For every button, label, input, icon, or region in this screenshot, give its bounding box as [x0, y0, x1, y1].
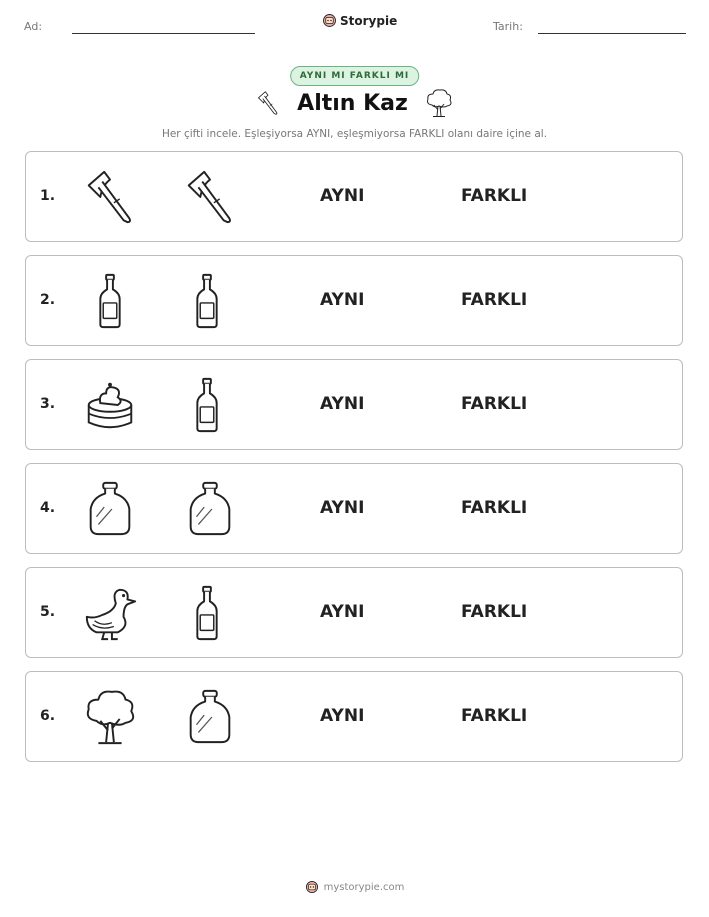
pair-row [25, 255, 683, 346]
same-option[interactable]: AYNI [320, 186, 365, 206]
same-option[interactable]: AYNI [320, 706, 365, 726]
pair-row [25, 359, 683, 450]
row-number: 4. [40, 500, 56, 516]
goose-icon [81, 584, 139, 642]
bottle-icon [81, 272, 139, 330]
bottle-icon [178, 584, 236, 642]
cake-icon [81, 376, 139, 434]
axe-icon [255, 90, 281, 116]
mascot-icon [305, 880, 319, 894]
pair-row [25, 463, 683, 554]
name-label: Ad: [24, 20, 43, 33]
different-option[interactable]: FARKLI [461, 602, 528, 622]
same-option[interactable]: AYNI [320, 602, 365, 622]
same-option[interactable]: AYNI [320, 498, 365, 518]
flask-icon [181, 480, 239, 538]
bottle-icon [178, 272, 236, 330]
row-number: 2. [40, 292, 56, 308]
different-option[interactable]: FARKLI [461, 498, 528, 518]
bottle-icon [178, 376, 236, 434]
page-title: Altın Kaz [297, 90, 408, 116]
different-option[interactable]: FARKLI [461, 706, 528, 726]
same-option[interactable]: AYNI [320, 394, 365, 414]
axe-icon [181, 168, 239, 226]
pair-row [25, 671, 683, 762]
flask-icon [81, 480, 139, 538]
date-line[interactable] [538, 33, 686, 34]
row-number: 5. [40, 604, 56, 620]
tree-icon [424, 88, 454, 118]
row-number: 6. [40, 708, 56, 724]
title-row [0, 88, 709, 118]
mascot-icon [322, 13, 337, 28]
row-number: 3. [40, 396, 56, 412]
footer-url[interactable]: mystorypie.com [323, 881, 405, 893]
pair-row [25, 151, 683, 242]
instructions: Her çifti incele. Eşleşiyorsa AYNI, eşleşmiyorsa FARKLI olanı daire içine al. [161, 128, 548, 140]
different-option[interactable]: FARKLI [461, 186, 528, 206]
brand-logo [322, 13, 397, 28]
tree-icon [81, 688, 139, 746]
different-option[interactable]: FARKLI [461, 290, 528, 310]
footer [0, 880, 709, 894]
brand-name: Storypie [340, 13, 398, 28]
name-line[interactable] [72, 33, 255, 34]
flask-icon [181, 688, 239, 746]
axe-icon [81, 168, 139, 226]
activity-badge: AYNI MI FARKLI MI [290, 66, 420, 86]
pair-row [25, 567, 683, 658]
date-label: Tarih: [493, 20, 523, 33]
different-option[interactable]: FARKLI [461, 394, 528, 414]
same-option[interactable]: AYNI [320, 290, 365, 310]
row-number: 1. [40, 188, 56, 204]
